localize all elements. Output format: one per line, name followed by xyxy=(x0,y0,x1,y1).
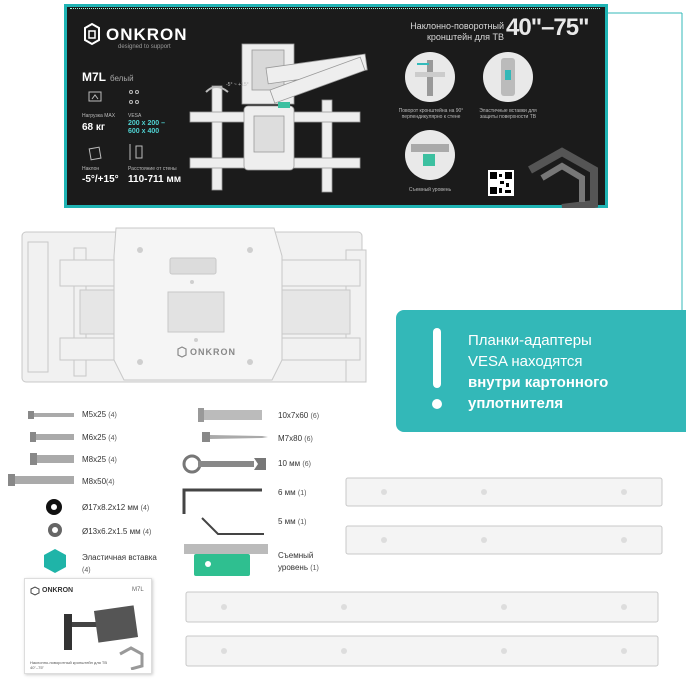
wood-screw-icon xyxy=(202,431,268,443)
box-screen-size: 40"–75" xyxy=(506,14,589,41)
vesa-strips-short xyxy=(344,474,664,558)
part-washer: Ø13x6.2x1.5 мм (4) xyxy=(82,527,152,536)
vesa-strips-long xyxy=(184,588,660,672)
part-m7x80: M7x80 (6) xyxy=(278,434,313,443)
box-title: Наклонно-поворотный кронштейн для ТВ xyxy=(410,21,504,42)
mount-photo xyxy=(20,220,376,390)
spec-value-distance: 110-711 мм xyxy=(128,174,182,185)
spec-value-tilt: -5°/+15° xyxy=(82,174,119,185)
part-spacer: Ø17x8.2x12 мм (4) xyxy=(82,503,150,512)
part-hex-6: 6 мм (1) xyxy=(278,488,307,497)
part-level: Съемный уровень (1) xyxy=(278,551,319,572)
spec-label-vesa: VESA xyxy=(128,113,142,119)
tilt-icon xyxy=(88,145,104,161)
onkron-logo-icon xyxy=(82,22,102,46)
spec-value-load: 68 кг xyxy=(82,122,106,133)
box-product-image xyxy=(186,40,386,196)
connector-line xyxy=(608,12,686,312)
spec-label-tilt: Наклон xyxy=(82,166,100,172)
hex-key-5-icon xyxy=(198,514,266,540)
spec-label-distance: Расстояние от стены xyxy=(128,166,177,172)
distance-icon xyxy=(128,143,144,161)
box-dotted-border xyxy=(70,8,600,13)
level-icon xyxy=(184,542,270,578)
manual-caption: Наклонно-поворотный кронштейн для ТВ 40"–75" xyxy=(30,660,108,670)
anchor-icon xyxy=(196,407,268,423)
part-elastic-insert: Эластичная вставка (4) xyxy=(82,553,157,574)
weight-icon xyxy=(88,90,102,102)
callout-line-4: уплотнителя xyxy=(468,395,564,412)
screw-m5-icon xyxy=(28,409,76,421)
feature-elastic-image xyxy=(483,52,533,102)
feature-elastic-text: Эластичные вставки для защиты поверхности ТВ xyxy=(479,108,537,120)
callout-line-2: VESA находятся xyxy=(468,353,583,370)
manual-logo-icon xyxy=(30,586,40,596)
manual-logo: ONKRON xyxy=(42,587,74,594)
callout-line-1: Планки-адаптеры xyxy=(468,332,592,349)
feature-rotation-text: Поворот кронштейна на 90° перпендикулярно к стене xyxy=(398,108,464,120)
exclamation-icon xyxy=(430,328,444,414)
manual-model: M7L xyxy=(132,587,144,593)
feature-level-text: Съемный уровень xyxy=(408,187,452,193)
spacer-black-icon xyxy=(44,497,64,517)
qr-code-icon xyxy=(488,170,514,196)
part-m6x25: M6x25 (4) xyxy=(82,433,117,442)
part-m5x25: M5x25 (4) xyxy=(82,410,117,419)
box-logo-sub: designed to support xyxy=(118,44,171,50)
spec-value-vesa: 200 x 200 – 600 x 400 xyxy=(128,120,165,135)
part-m8x50: M8x50(4) xyxy=(82,477,115,486)
screw-m8-icon xyxy=(30,452,76,466)
screw-m6-icon xyxy=(30,431,76,443)
washer-icon xyxy=(46,521,64,539)
elastic-insert-icon xyxy=(42,548,68,574)
part-anchor: 10x7x60 (6) xyxy=(278,411,320,420)
callout-line-3: внутри картонного xyxy=(468,374,609,391)
callout-text xyxy=(468,330,608,414)
screw-m8x50-icon xyxy=(8,473,76,487)
spec-label-load: Нагрузка MAX xyxy=(82,113,116,119)
feature-level-image xyxy=(405,130,455,180)
plate-logo: ONKRON xyxy=(190,347,236,357)
plate-logo-icon xyxy=(176,346,188,358)
brand-cube-icon xyxy=(520,130,604,208)
wrench-icon xyxy=(182,454,268,474)
feature-rotation-image xyxy=(405,52,455,102)
box-model: M7L белый xyxy=(82,70,134,84)
part-m8x25: M8x25 (4) xyxy=(82,455,117,464)
box-tilt-label: -5° ~ +15° xyxy=(226,82,249,88)
vesa-icon xyxy=(128,88,140,108)
part-hex-5: 5 мм (1) xyxy=(278,517,307,526)
part-wrench: 10 мм (6) xyxy=(278,459,311,468)
manual-cube-icon xyxy=(116,640,146,670)
box-logo: ONKRON xyxy=(106,25,188,44)
